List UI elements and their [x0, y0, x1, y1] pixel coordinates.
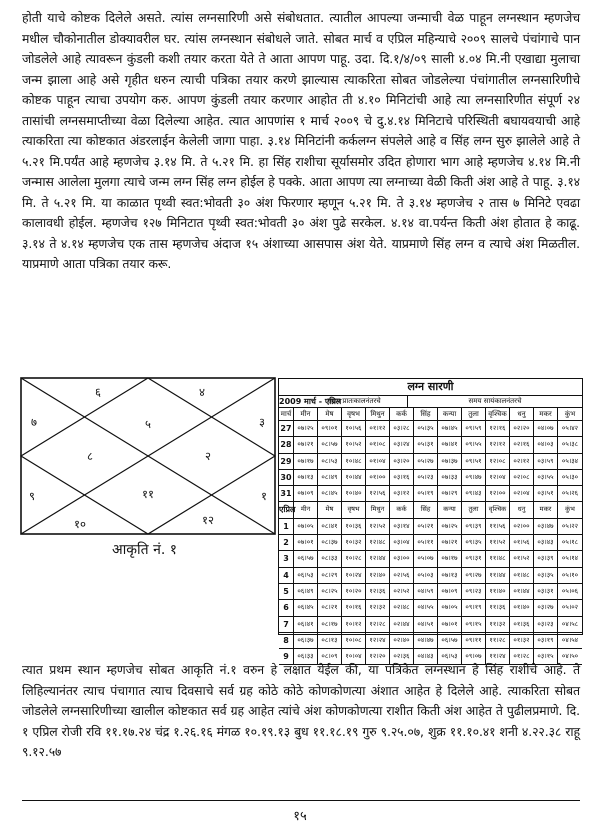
lagna-row-label: 28 [279, 437, 294, 453]
lagna-cell: ०५।०३ [414, 568, 438, 584]
lagna-cell: १०।३२ [342, 535, 366, 551]
lagna-cell: ०२।५२ [390, 584, 414, 600]
lagna-cell: ११।४८ [486, 551, 510, 567]
lagna-table-grid [279, 408, 582, 665]
lagna-cell: ०७।२९ [438, 486, 462, 502]
lagna-row-label: 8 [279, 633, 294, 649]
lagna-cell: ०९।१९ [462, 600, 486, 616]
lagna-cell: १२।०० [486, 486, 510, 502]
lagna-cell: ०५।३४ [558, 454, 582, 470]
lagna-cell: ११।३६ [486, 600, 510, 616]
lagna-cell: ०२।०८ [510, 470, 534, 486]
lagna-sayam-label: समय सायंकालनंतरचे [468, 397, 522, 405]
lagna-cell: ११।५२ [486, 535, 510, 551]
lagna-cell: १०।०८ [342, 633, 366, 649]
lagna-cell: ०२।४८ [390, 600, 414, 616]
lagna-cell: ०५।२६ [558, 486, 582, 502]
lagna-cell: ०७।०५ [438, 600, 462, 616]
house-10-number: १० [74, 517, 86, 531]
lagna-row-label: 30 [279, 470, 294, 486]
lagna-cell: ०१।५२ [510, 551, 534, 567]
lagna-cell: ०५।२२ [558, 519, 582, 535]
lagna-cell: ०३।२८ [390, 421, 414, 437]
lagna-cell: ०९।११ [462, 633, 486, 649]
lagna-column-header: सिंह [414, 408, 438, 421]
lagna-cell: ०४।०७ [534, 421, 558, 437]
lagna-cell: ०६।५३ [294, 568, 318, 584]
lagna-row-label: 6 [279, 600, 294, 616]
lagna-cell: ०३।५५ [534, 470, 558, 486]
lagna-table-subheader [279, 396, 582, 408]
lagna-cell: १२।३२ [366, 600, 390, 616]
lagna-cell: ०३।३५ [534, 568, 558, 584]
lagna-cell: ०९।०७ [462, 649, 486, 665]
lagna-cell: १२।५६ [366, 486, 390, 502]
lagna-cell: ०८।४१ [318, 519, 342, 535]
lagna-cell: ०३।१२ [390, 486, 414, 502]
lagna-cell: ०८।१७ [318, 617, 342, 633]
lagna-cell: तुला [462, 502, 486, 518]
lagna-cell: मिथुन [366, 502, 390, 518]
lagna-cell: ११।२८ [486, 633, 510, 649]
lagna-cell: ०३।२३ [534, 617, 558, 633]
lagna-cell: ०९।२३ [462, 584, 486, 600]
lagna-cell: ०८।४५ [318, 486, 342, 502]
lagna-cell: ०६।३३ [294, 649, 318, 665]
lagna-cell: १०।१६ [342, 600, 366, 616]
lagna-year-label: 2009 मार्च - एप्रिल [279, 397, 342, 406]
lagna-cell: ०४।४७ [414, 633, 438, 649]
lagna-cell: ०८।१३ [318, 633, 342, 649]
lagna-cell: ०१।४८ [510, 568, 534, 584]
lagna-cell: १२।४८ [366, 535, 390, 551]
lagna-column-header: मिथुन [366, 408, 390, 421]
lagna-column-header: कुंभ [558, 408, 582, 421]
lagna-cell: १२।४० [366, 568, 390, 584]
lagna-cell: ०५।१० [558, 568, 582, 584]
lagna-cell: ११।५६ [486, 519, 510, 535]
lagna-cell: ०९।५५ [462, 437, 486, 453]
house-11-number: ११ [142, 487, 154, 501]
lagna-row-label: 31 [279, 486, 294, 502]
lagna-cell: मीन [294, 502, 318, 518]
lagna-cell: १२।२४ [366, 633, 390, 649]
house-3-number: ३ [259, 415, 265, 429]
lagna-cell: ०३।१५ [534, 649, 558, 665]
lagna-cell: ०५।३० [558, 470, 582, 486]
lagna-column-header: वृषभ [342, 408, 366, 421]
lagna-cell: १०।२० [342, 584, 366, 600]
lagna-cell: ०१।३२ [510, 633, 534, 649]
lagna-cell: ०३।१४ [390, 519, 414, 535]
lagna-cell: ०४।५० [558, 649, 582, 665]
lagna-cell: ०५।११ [414, 535, 438, 551]
lagna-pratah-label: समय प्रातःकालनंतरचे [301, 396, 408, 407]
lagna-cell: १०।५६ [342, 421, 366, 437]
lagna-cell: कन्या [438, 502, 462, 518]
lagna-cell: ०७।०९ [294, 486, 318, 502]
lagna-column-header: तुला [462, 408, 486, 421]
lagna-cell: ११।२४ [486, 649, 510, 665]
page-number: १५ [293, 809, 307, 824]
lagna-cell: ०५।२७ [414, 454, 438, 470]
lagna-cell: १०।५२ [342, 437, 366, 453]
body-paragraph-1: होती याचे कोष्टक दिलेले असते. त्यांस लग्नसारिणी असे संबोधतात. त्यातील आपल्या जन्माची वेळ पाहून लग्नस्थान म्हणजेच मधील चौकोनातील डोक्यावरील घर. त्यांस लग्नस्थान संबोधले जाते. सोबत मार्च व एप्रिल महिन्याचे २००९ सालचे पंचांगाचे पान जोडलेले आहे त्यावरून कुंडली कशी तयार करता येते ते आता आपण पाहू. उदा. दि.१/४/०९ साली ४.०४ मि.नी एखाद्या मुलाचा जन्म झाला आहे असे गृहीत धरुन त्याची पत्रिका तयार करणे झाल्यास त्याकरिता सोबत जोडलेल्या पंचांगातील लग्नसारिणीचे कोष्टक पाहून त्याचा उपयोग करु. आपण कुंडली तयार करणार आहोत ती ४.१० मिनिटांची आहे त्या लग्नसारिणीत संपूर्ण २४ तासांची लग्नसमाप्तीच्या वेळा दिलेल्या आहेत. त्यात आपणांस १ मार्च २००९ चे दु.४.१४ मिनिटाचे परिस्थिती बघायवयाची आहे त्याकरिता त्या कोष्टकात अंडरलाईन केलेली जागा पाहा. ३.१४ मिनिटांनी कर्कलग्न संपलेले आहे व सिंह लग्न सुरु झालेले आहे ते ५.२१ मि.पर्यंत आहे म्हणजेच ३.१४ मि. ते ५.२१ मि. हा सिंह राशीचा सूर्यासमोर उदित होणारा भाग आहे म्हणजेच ४.१४ मि.नी जन्मास आलेला मुलगा त्याचे जन्म लग्न सिंह लग्न होईल हे पक्के. आता आपण त्या लग्नाच्या वेळी किती अंश आहे ते पाहू. ३.१४ मि. ते ५.२१ मि. या काळात पृथ्वी स्वत:भोवती ३० अंश फिरणार म्हणून ५.२१ मि. ते ३.१४ म्हणजेच २ तास ७ मिनिटे एवढा कालावधी होईल. म्हणजेच १२७ मिनिटात पृथ्वी स्वत:भोवती ३० अंश पुढे सरकेल. ४.१४ वा.पर्यन्त किती अंश होतात हे काढू. ३.१४ ते ४.१४ म्हणजेच एक तास म्हणजेच अंदाज १५ अंशाच्या आसपास अंश येते. याप्रमाणे सिंह लग्न व त्याचे अंश मिळतील. याप्रमाणे आता पत्रिका तयार करू. [22, 10, 580, 271]
lagna-row-label: 9 [279, 649, 294, 665]
lagna-cell: ०९।३९ [462, 519, 486, 535]
lagna-cell: १२।०४ [486, 470, 510, 486]
lagna-cell: ०७।०१ [294, 535, 318, 551]
lagna-table [278, 378, 583, 662]
lagna-column-header: वृश्चिक [486, 408, 510, 421]
lagna-cell: ०५।०७ [414, 551, 438, 567]
lagna-cell: ०३।२४ [390, 437, 414, 453]
lagna-cell: ०३।३१ [534, 584, 558, 600]
lagna-cell: ११।३२ [486, 617, 510, 633]
body-paragraph-2: त्यात प्रथम स्थान म्हणजेच सोबत आकृति नं.१ वरुन हे लक्षात येईल की, या पत्रिकेत लग्नस्थान हे सिंह राशीचे आहे. ते लिहिल्यानंतर त्याच पंचागात त्याच दिवसाचे सर्व ग्रह कोठे कोठे कोणकोणत्या अंशात आहेत हे दिलेले आहे. त्याकरिता सोबत जोडलेले लग्नसारिणीच्या खालील कोष्टकात सर्व ग्रह आहेत त्यांचे अंश कोणकोणत्या राशीत किती अंश आहेत ते पुढीलप्रमाणे. दि. १ एप्रिल रोजी रवि ११.१७.२४ चंद्र १.२६.१६ मंगळ १०.१९.१३ बुध ११.१८.१९ गुरु ९.२५.०७, शुक्र ११.१०.४१ शनी ४.२२.३८ राहू ९.१२.५७ [22, 662, 580, 759]
lagna-cell: १२।४४ [366, 551, 390, 567]
lagna-cell: १०।०४ [342, 649, 366, 665]
lagna-column-header: मेष [318, 408, 342, 421]
lagna-cell: १०।४८ [342, 454, 366, 470]
lagna-row-label: 2 [279, 535, 294, 551]
lagna-cell: १२।२८ [366, 617, 390, 633]
house-8-number: ८ [87, 449, 93, 463]
lagna-cell: ०२।१२ [510, 454, 534, 470]
lagna-cell: १०।१२ [342, 617, 366, 633]
lagna-cell: ०९।१५ [462, 617, 486, 633]
lagna-cell: ०३।५१ [534, 486, 558, 502]
lagna-cell: वृश्चिक [486, 502, 510, 518]
lagna-cell: ०१।२८ [510, 649, 534, 665]
lagna-cell: १०।२८ [342, 551, 366, 567]
lagna-cell: ०४।४३ [414, 649, 438, 665]
kundali-chart [20, 377, 276, 535]
lagna-cell: ०६।४१ [294, 617, 318, 633]
lagna-cell: ०३।५९ [534, 454, 558, 470]
lagna-cell: ०७।१७ [294, 454, 318, 470]
lagna-cell: ०४।०३ [534, 437, 558, 453]
lagna-cell: मेष [318, 502, 342, 518]
lagna-cell: ०१।३६ [510, 617, 534, 633]
lagna-cell: ०५।३१ [414, 437, 438, 453]
lagna-cell: १२।५२ [366, 519, 390, 535]
lagna-cell: सिंह [414, 502, 438, 518]
lagna-cell: ०९।०१ [318, 421, 342, 437]
lagna-row-label: 27 [279, 421, 294, 437]
lagna-cell: ०८।४९ [318, 470, 342, 486]
lagna-cell: ०३।१६ [390, 470, 414, 486]
lagna-cell: धनु [510, 502, 534, 518]
lagna-cell: ०७।१३ [294, 470, 318, 486]
lagna-column-header: कन्या [438, 408, 462, 421]
lagna-column-header: धनु [510, 408, 534, 421]
lagna-cell: ०७।१७ [438, 551, 462, 567]
lagna-cell: ०५।०२ [558, 600, 582, 616]
lagna-column-header: मीन [294, 408, 318, 421]
house-5-number: ५ [145, 417, 151, 431]
lagna-cell: ०५।२१ [414, 519, 438, 535]
lagna-cell: ०६।५७ [294, 551, 318, 567]
lagna-cell: ०५।०६ [558, 584, 582, 600]
lagna-cell: ०६।४५ [294, 600, 318, 616]
lagna-column-header: मार्च [279, 408, 294, 421]
lagna-cell: ०८।२५ [318, 584, 342, 600]
lagna-cell: ०७।४१ [438, 437, 462, 453]
lagna-cell: ११।४० [486, 584, 510, 600]
lagna-cell: ०३।१९ [534, 633, 558, 649]
lagna-cell: ०७।२५ [438, 519, 462, 535]
lagna-cell: ०५।४२ [558, 421, 582, 437]
lagna-cell: ०९।२७ [462, 568, 486, 584]
lagna-cell: ०५।३८ [558, 437, 582, 453]
lagna-cell: ०३।४३ [534, 535, 558, 551]
lagna-cell: ०८।५३ [318, 454, 342, 470]
lagna-cell: १२।१६ [486, 421, 510, 437]
lagna-cell: ०८।३३ [318, 551, 342, 567]
lagna-cell: ०७।१३ [438, 568, 462, 584]
lagna-cell: ०१।४४ [510, 584, 534, 600]
lagna-cell: ०६।५३ [438, 649, 462, 665]
lagna-cell: ०६।५७ [438, 633, 462, 649]
lagna-cell: ०३।०४ [390, 535, 414, 551]
lagna-cell: ०२।४० [390, 633, 414, 649]
lagna-cell: १०।४४ [342, 470, 366, 486]
lagna-cell: ०९।३१ [462, 551, 486, 567]
lagna-cell: कर्क [390, 502, 414, 518]
lagna-cell: ०२।४४ [390, 617, 414, 633]
lagna-cell: ०७।०५ [294, 519, 318, 535]
lagna-row-label: 1 [279, 519, 294, 535]
lagna-cell: ०४।५५ [414, 600, 438, 616]
lagna-cell: ०५।१८ [558, 535, 582, 551]
kundali-diagram [20, 377, 276, 535]
lagna-cell: ०९।४३ [462, 486, 486, 502]
lagna-cell: ०४।५४ [558, 633, 582, 649]
lagna-cell: ०१।०८ [366, 437, 390, 453]
lagna-cell: ११।४४ [486, 568, 510, 584]
lagna-cell: ०२।१६ [510, 437, 534, 453]
lagna-cell: ०३।३९ [534, 551, 558, 567]
house-12-number: १२ [202, 513, 214, 527]
lagna-row-label: 3 [279, 551, 294, 567]
lagna-cell: ०७।३३ [438, 470, 462, 486]
lagna-cell: ०१।०० [366, 470, 390, 486]
house-1-number: १ [261, 489, 267, 503]
lagna-cell: ०१।०४ [366, 454, 390, 470]
lagna-cell: ०४।५९ [414, 584, 438, 600]
lagna-cell: ०४।५१ [414, 617, 438, 633]
lagna-cell: वृषभ [342, 502, 366, 518]
lagna-cell: ०५।१९ [414, 486, 438, 502]
lagna-cell: ०७।२१ [294, 437, 318, 453]
lagna-cell: ०१।५६ [510, 535, 534, 551]
lagna-cell: ०९।५९ [462, 421, 486, 437]
lagna-cell: मकर [534, 502, 558, 518]
lagna-cell: ०४।५८ [558, 617, 582, 633]
lagna-cell: १२।०८ [486, 454, 510, 470]
lagna-cell: ०८।२९ [318, 568, 342, 584]
lagna-cell: ०६।४९ [294, 584, 318, 600]
lagna-cell: ०७।३७ [438, 454, 462, 470]
lagna-cell: ०९।४७ [462, 470, 486, 486]
lagna-cell: ०१।१२ [366, 421, 390, 437]
lagna-cell: ०६।३७ [294, 633, 318, 649]
lagna-cell: १२।१२ [486, 437, 510, 453]
house-9-number: ९ [29, 489, 35, 503]
lagna-cell: १२।३६ [366, 584, 390, 600]
lagna-cell: ०८।५७ [318, 437, 342, 453]
lagna-cell: ०५।३५ [414, 421, 438, 437]
lagna-cell: ०८।०९ [318, 649, 342, 665]
lagna-cell: १०।२४ [342, 568, 366, 584]
lagna-cell: ०७।२५ [294, 421, 318, 437]
lagna-cell: ०७।२१ [438, 535, 462, 551]
lagna-cell: १०।४० [342, 486, 366, 502]
lagna-cell: ०३।०० [390, 551, 414, 567]
lagna-cell: ०५।२३ [414, 470, 438, 486]
lagna-cell: ०३।२० [390, 454, 414, 470]
house-6-number: ६ [95, 385, 101, 399]
kundali-caption: आकृति नं. १ [112, 542, 178, 558]
lagna-cell: ०७।४५ [438, 421, 462, 437]
lagna-cell: ०२।३६ [390, 649, 414, 665]
lagna-cell: ०२।५६ [390, 568, 414, 584]
lagna-cell: ०९।५१ [462, 454, 486, 470]
lagna-cell: ०२।०० [510, 519, 534, 535]
lagna-cell: १०।३६ [342, 519, 366, 535]
lagna-cell: ०२।०४ [510, 486, 534, 502]
lagna-row-label: 29 [279, 454, 294, 470]
lagna-cell: ०७।०९ [438, 584, 462, 600]
lagna-row-label: 7 [279, 617, 294, 633]
lagna-cell: ०९।३५ [462, 535, 486, 551]
lagna-row-label: एप्रिल [279, 502, 294, 518]
lagna-cell: ०१।४० [510, 600, 534, 616]
lagna-table-title: लग्न सारणी [279, 379, 582, 396]
footer-divider [22, 800, 580, 801]
lagna-column-header: कर्क [390, 408, 414, 421]
lagna-row-label: 5 [279, 584, 294, 600]
house-7-number: ७ [31, 415, 37, 429]
lagna-cell: ०८।२१ [318, 600, 342, 616]
lagna-cell: ०२।२० [510, 421, 534, 437]
house-2-number: २ [205, 449, 211, 463]
house-4-number: ४ [199, 385, 205, 399]
lagna-cell: कुंभ [558, 502, 582, 518]
lagna-cell: ०७।०१ [438, 617, 462, 633]
lagna-column-header: मकर [534, 408, 558, 421]
lagna-cell: ०३।४७ [534, 519, 558, 535]
lagna-row-label: 4 [279, 568, 294, 584]
lagna-cell: ०३।२७ [534, 600, 558, 616]
lagna-cell: १२।२० [366, 649, 390, 665]
lagna-cell: ०५।१४ [558, 551, 582, 567]
lagna-cell: ०८।३७ [318, 535, 342, 551]
